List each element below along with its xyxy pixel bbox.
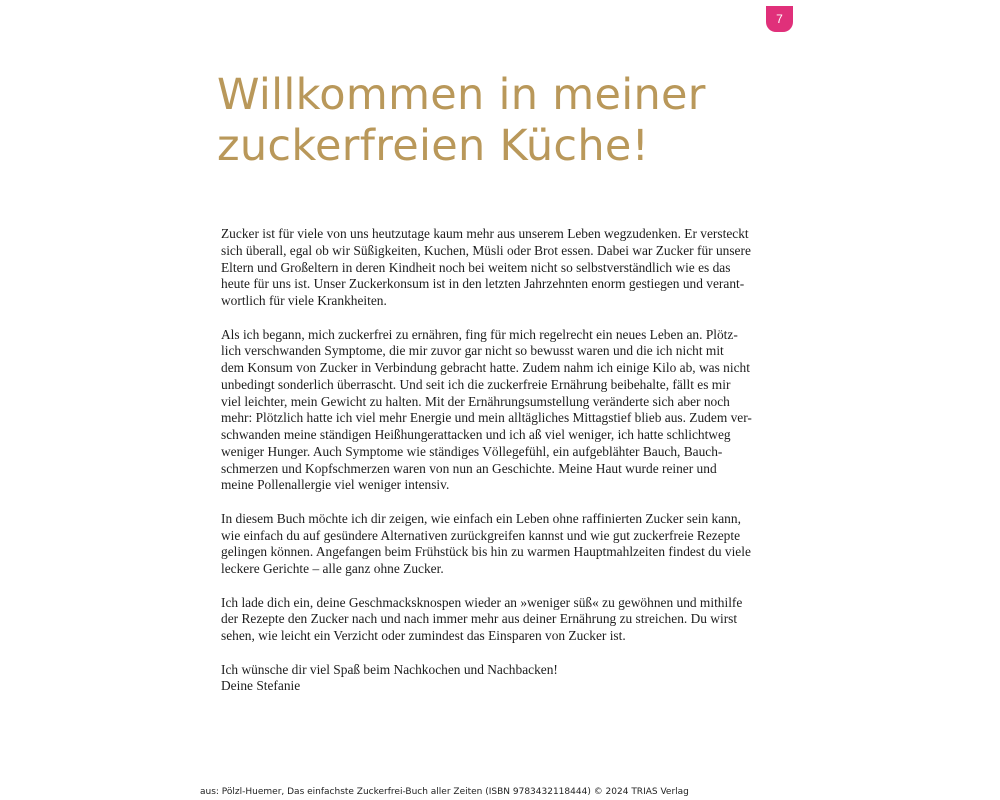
page-title-line: zuckerfreien Küche! [217,121,650,171]
paragraph-invitation [221,595,781,645]
text-line: In diesem Buch möchte ich dir zeigen, wie einfach ein Leben ohne raffinierten Zucker sein kann, [221,510,741,526]
text-line: Zucker ist für viele von uns heutzutage kaum mehr aus unserem Leben wegzudenken. Er versteckt [221,226,749,241]
source-footer: aus: Pölzl-Huemer, Das einfachste Zuckerfrei-Buch aller Zeiten (ISBN 9783432118444) © 2024 TRIAS Verlag [200,787,689,797]
text-line: der Rezepte den Zucker nach und nach immer mehr aus deiner Ernährung zu streichen. Du wirst [221,611,738,627]
body-text [221,226,781,712]
text-line: gelingen können. Angefangen beim Frühstück bis hin zu warmen Hauptmahlzeiten findest du viele [221,544,751,560]
text-line: viel leichter, mein Gewicht zu halten. Mit der Ernährungsumstellung veränderte sich aber noch [221,393,730,409]
text-line: Eltern und Großeltern in deren Kindheit noch bei weitem nicht so selbstverständlich wie es das [221,259,731,275]
paragraph-experience [221,327,781,495]
text-line: schwanden meine ständigen Heißhungerattacken und ich aß viel weniger, ich hatte schlichtweg [221,427,731,442]
paragraph-intro [221,226,781,310]
text-line: Ich lade dich ein, deine Geschmacksknospen wieder an »weniger süß« zu gewöhnen und mithilfe [221,594,743,610]
text-line: unbedingt sonderlich überrascht. Und seit ich die zuckerfreie Ernährung beibehalte, fällt es mir [221,376,731,392]
text-line: Als ich begann, mich zuckerfrei zu ernähren, fing für mich regelrecht ein neues Leben an. Plötz- [221,326,738,342]
paragraph-closing [221,662,781,696]
page-number-badge: 7 [766,6,793,32]
signature-line: Deine Stefanie [221,678,301,694]
text-line: heute für uns ist. Unser Zuckerkonsum ist in den letzten Jahrzehnten enorm gestiegen und verant- [221,276,745,292]
text-line: dem Konsum von Zucker in Verbindung gebracht hatte. Zudem nahm ich einige Kilo ab, was nicht [221,360,750,375]
text-line: mehr: Plötzlich hatte ich viel mehr Energie und mein alltägliches Mittagstief blieb aus. Zudem ver- [221,410,752,426]
text-line: leckere Gerichte – alle ganz ohne Zucker. [221,561,444,576]
page-title [217,70,777,172]
text-line: meine Pollenallergie viel weniger intensiv. [221,477,450,493]
text-line: weniger Hunger. Auch Symptome wie ständiges Völlegefühl, ein aufgeblähter Bauch, Bauch- [221,443,723,459]
paragraph-book-purpose [221,511,781,578]
text-line: wie einfach du auf gesündere Alternativen zurückgreifen kannst und wie gut zuckerfreie Rezepte [221,527,741,543]
text-line: lich verschwanden Symptome, die mir zuvor gar nicht so bewusst waren und die ich nicht mit [221,343,724,359]
text-line: sehen, wie leicht ein Verzicht oder zumindest das Einsparen von Zucker ist. [221,628,626,643]
text-line: schmerzen und Kopfschmerzen waren von nun an Geschichte. Meine Haut wurde reiner und [221,460,717,476]
text-line: sich überall, egal ob wir Süßigkeiten, Kuchen, Müsli oder Brot essen. Dabei war Zucker für unsere [221,242,751,258]
page-title-line: Willkommen in meiner [217,70,706,120]
text-line: wortlich für viele Krankheiten. [221,293,387,308]
text-line: Ich wünsche dir viel Spaß beim Nachkochen und Nachbacken! [221,661,558,677]
